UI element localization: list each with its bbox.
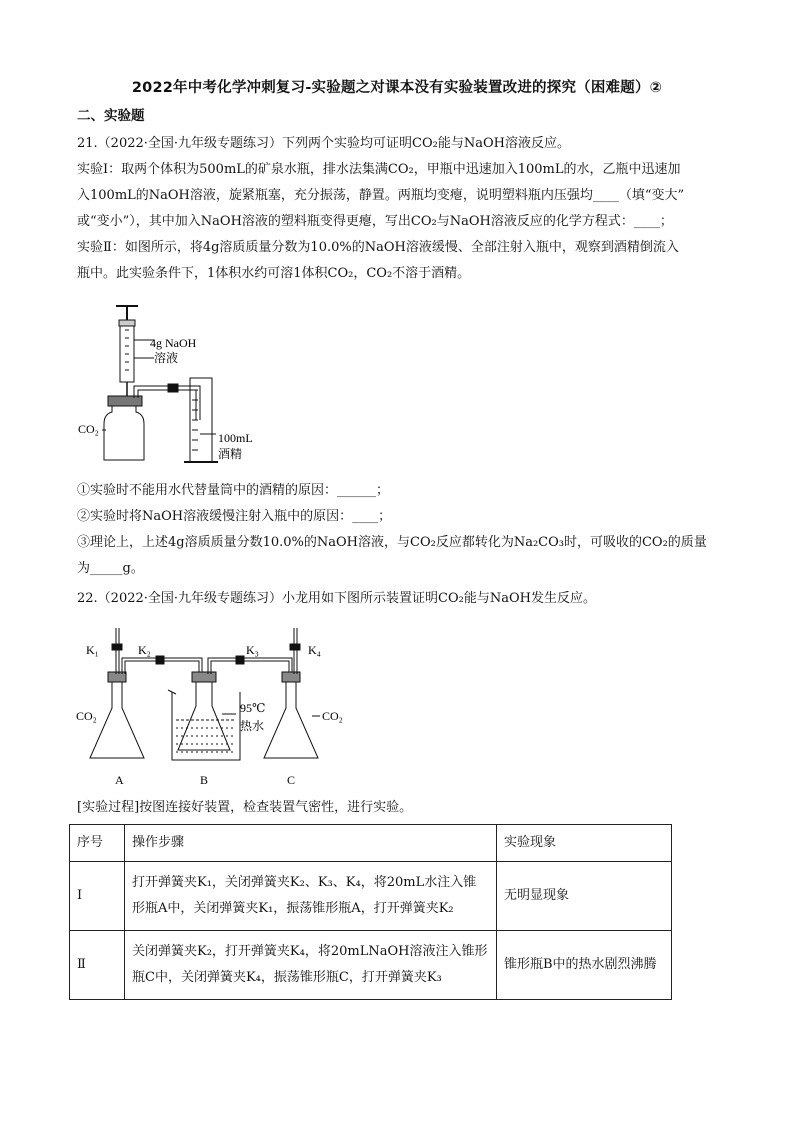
step-line: 形瓶A中，关闭弹簧夹K₁，振荡锥形瓶A，打开弹簧夹K₂ — [132, 901, 454, 916]
table-cell-result: 无明显现象 — [497, 862, 672, 931]
table-header: 序号 — [70, 825, 125, 862]
label-c: C — [287, 773, 296, 787]
label-alcohol: 酒精 — [218, 447, 243, 461]
step-line: 瓶C中，关闭弹簧夹K₄，振荡锥形瓶C，打开弹簧夹K₃ — [132, 970, 442, 985]
label-solution: 溶液 — [154, 351, 179, 365]
table-row — [70, 931, 672, 1000]
table-cell-no: Ⅰ — [70, 862, 125, 931]
q22-process — [77, 795, 717, 821]
label-k2: K₂ — [138, 643, 151, 657]
q21-subquestions — [77, 478, 717, 582]
q21-header: 21.（2022·全国·九年级专题练习）下列两个实验均可证明CO₂能与NaOH溶液反应。 — [77, 136, 570, 151]
label-k4: K₄ — [308, 643, 321, 657]
q21-sub3-line1: ③理论上，上述4g溶质质量分数10.0%的NaOH溶液，与CO₂反应都转化为Na₂CO₃时，可吸收的CO₂的质量 — [77, 535, 707, 550]
label-co2-right: CO₂ — [322, 709, 343, 723]
q21-apparatus-figure — [72, 300, 253, 470]
label-temperature: 95℃ — [240, 701, 266, 715]
q21-sub1: ①实验时不能用水代替量筒中的酒精的原因：______； — [77, 483, 390, 498]
label-a: A — [115, 773, 124, 787]
q21-exp1-line1: 实验Ⅰ：取两个体积为500mL的矿泉水瓶，排水法集满CO₂，甲瓶中迅速加入100mL的水，乙瓶中迅速加 — [77, 162, 681, 177]
q22-text — [77, 586, 717, 612]
table-cell-step — [125, 862, 497, 931]
q22-apparatus-figure — [72, 618, 372, 793]
q21-exp1-line3: 或“变小”），其中加入NaOH溶液的塑料瓶变得更瘪，写出CO₂与NaOH溶液反应的化学方程式：____； — [77, 214, 673, 229]
q21-sub2: ②实验时将NaOH溶液缓慢注射入瓶中的原因：____； — [77, 509, 392, 524]
q21-exp2-line1: 实验Ⅱ：如图所示，将4g溶质质量分数为10.0%的NaOH溶液缓慢、全部注射入瓶中，观察到酒精倒流入 — [77, 240, 679, 255]
label-hot-water: 热水 — [240, 719, 265, 733]
table-cell-no: Ⅱ — [70, 931, 125, 1000]
page-title: 2022年中考化学冲刺复习-实验题之对课本没有实验装置改进的探究（困难题）② — [131, 80, 663, 96]
q21-text — [77, 131, 717, 287]
q21-sub3-line2: 为_____g。 — [77, 561, 144, 576]
table-header: 实验现象 — [497, 825, 672, 862]
q22-header: 22.（2022·全国·九年级专题练习）小龙用如下图所示装置证明CO₂能与NaOH发生反应。 — [77, 591, 596, 606]
q21-exp1-line2: 入100mL的NaOH溶液，旋紧瓶塞，充分振荡，静置。两瓶均变瘪，说明塑料瓶内压强均____（填“变大” — [77, 188, 685, 203]
q22-process-text: [实验过程]按图连接好装置，检查装置气密性，进行实验。 — [77, 800, 413, 815]
step-line: 打开弹簧夹K₁，关闭弹簧夹K₂、K₃、K₄，将20mL水注入锥 — [132, 875, 477, 890]
step-line: 关闭弹簧夹K₂，打开弹簧夹K₄，将20mLNaOH溶液注入锥形 — [132, 944, 488, 959]
label-co2: CO₂ — [78, 422, 99, 436]
table-row — [70, 862, 672, 931]
label-100ml: 100mL — [218, 431, 253, 445]
label-co2-left: CO₂ — [76, 709, 97, 723]
table-header: 操作步骤 — [125, 825, 497, 862]
label-k3: K₃ — [246, 643, 259, 657]
section-heading: 二、实验题 — [77, 108, 145, 124]
experiment-table — [69, 824, 672, 1000]
q21-exp2-line2: 瓶中。此实验条件下，1体积水约可溶1体积CO₂，CO₂不溶于酒精。 — [77, 266, 471, 281]
label-naoh: 4g NaOH — [150, 336, 197, 350]
label-b: B — [200, 773, 209, 787]
table-cell-result: 锥形瓶B中的热水剧烈沸腾 — [497, 931, 672, 1000]
table-cell-step — [125, 931, 497, 1000]
table-header-row — [70, 825, 672, 862]
label-k1: K₁ — [86, 643, 99, 657]
